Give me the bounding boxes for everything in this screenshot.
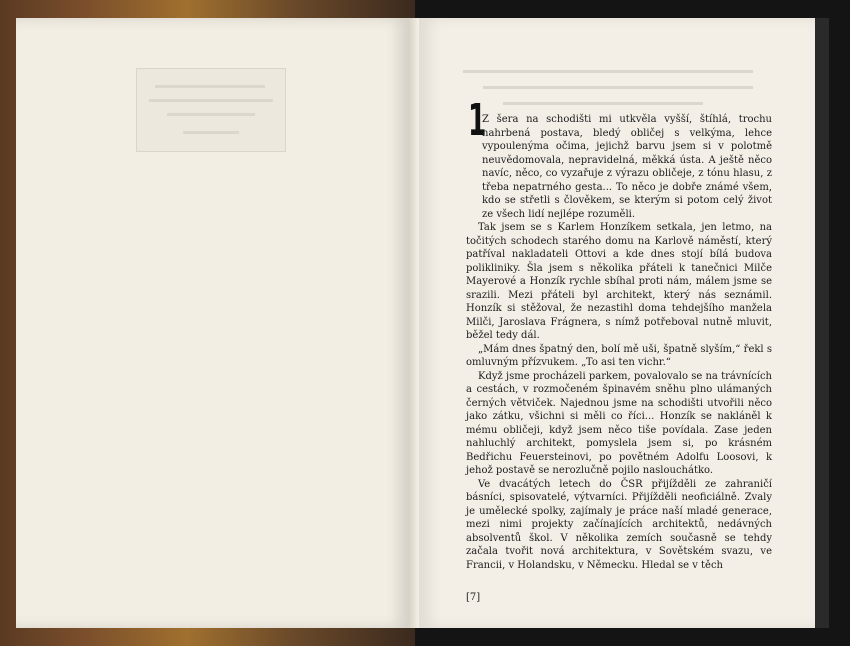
- paragraph: Ve dvacátých letech do ČSR přijížděli ze zahraničí básníci, spisovatelé, výtvarníci. Přijížděli neoficiálně. Zvaly je umělecké spolky, zajímaly je práce naší mladé generace, mezi nimi projekty začínajících architektů, nedávných absolventů škol. V několika zemích současně se tehdy začala tvořit nová architektura, v Sovětském svazu, ve Francii, v Holandsku, v Německu. Hledal se v těch: [466, 478, 772, 571]
- chapter-number: 1: [468, 95, 487, 146]
- faded-stamp: [136, 68, 286, 152]
- paragraph: Tak jsem se s Karlem Honzíkem setkala, jen letmo, na točitých schodech starého domu na Karlově náměstí, který patříval nakladateli Ottovi a kde dnes stojí bílá budova polikliniky. Šla jsem s několika přáteli k tanečnici Milče Mayerové a Honzík rychle sbíhal proti nám, málem jsme se srazili. Mezi přáteli byl architekt, který nás seznámil. Honzík si stěžoval, že nezastihl doma tehdejšího manžela Milči, Jaroslava Frágnera, s nímž potřeboval nutně mluvit, běžel tedy dál.: [466, 222, 772, 341]
- left-page: [16, 18, 409, 628]
- page-number: [7]: [466, 592, 481, 603]
- chapter-text: [466, 113, 772, 572]
- book-cover-right: [815, 18, 829, 628]
- book-spine: [409, 18, 419, 628]
- paragraph: Z šera na schodišti mi utkvěla vyšší, štíhlá, trochu nahrbená postava, bledý obličej s velkýma, lehce vypoulenýma očima, jejichž barvu jsem si v polotmě neuvědomovala, nepravidelná, měkká ústa. A ještě něco navíc, něco, co vyzařuje z výrazu obličeje, z tónu hlasu, z třeba nepatrného gesta... To něco je dobře známé všem, kdo se střetli s člověkem, se kterým si potom celý život ze všech lidí nejlépe rozuměli.: [482, 114, 772, 220]
- paragraph: „Mám dnes špatný den, bolí mě uši, špatně slyším,“ řekl s omluvným přízvukem. „To asi ten vichr.“: [466, 343, 772, 368]
- paragraph: Když jsme procházeli parkem, povalovalo se na trávnících a cestách, v rozmočeném špinavém sněhu plno ulámaných černých větviček. Najednou jsme na schodišti utvořili něco jako zátku, všichni si měli co říci... Honzík se nakláněl k mému obličeji, když jsem něco tiše povídala. Zase jeden nahluchlý architekt, pomyslela jsem si, po krásném Bedřichu Feuersteinovi, po povětném Adolfu Loosovi, k jehož postavě se nerozlučně pojilo naslouchátko.: [466, 370, 772, 476]
- right-page: [419, 18, 815, 628]
